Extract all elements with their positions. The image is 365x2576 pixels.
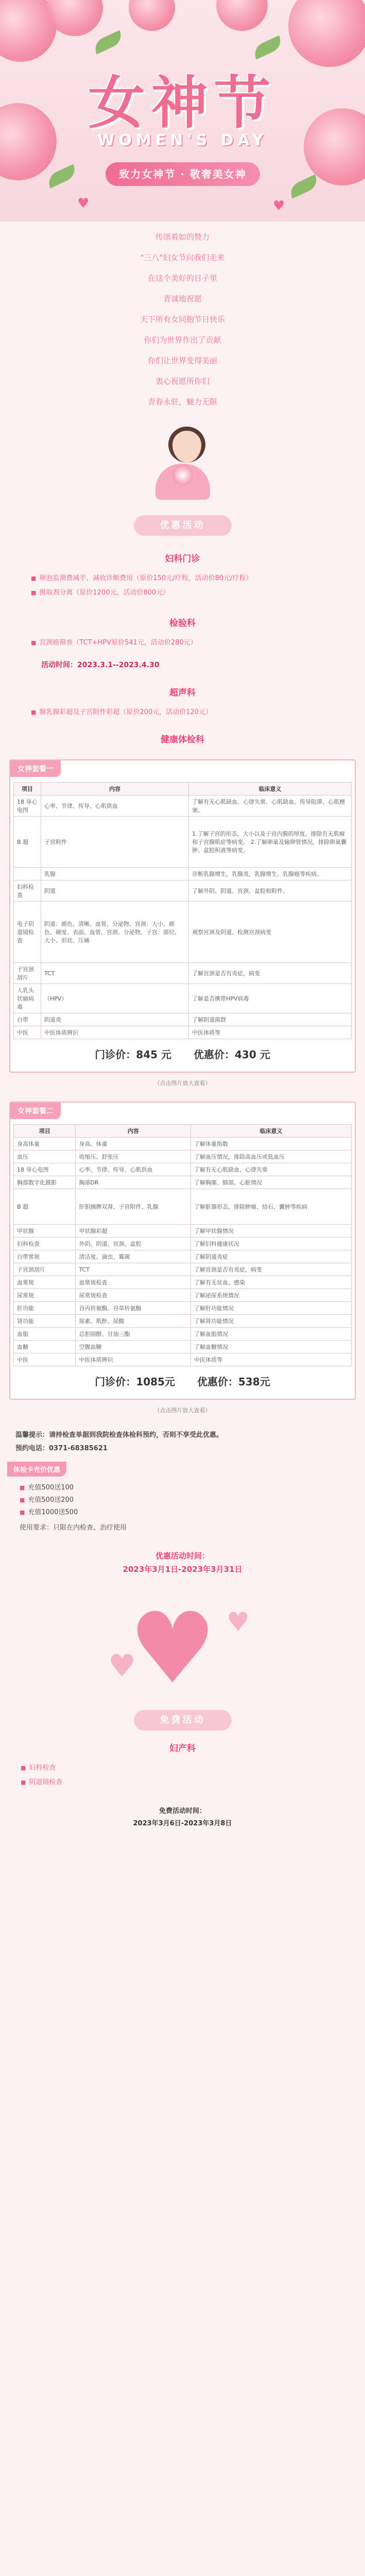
deal-price: 优惠价：538元 bbox=[197, 1376, 270, 1388]
flower-decoration bbox=[129, 0, 175, 31]
table-row: 中医 中医体质辨识 中医体质等 bbox=[14, 1026, 352, 1039]
package-one-tab: 女神套餐一 bbox=[10, 760, 61, 777]
free-sub-title: 妇产科 bbox=[169, 1743, 196, 1754]
warm-tip-text: 温馨提示：请持检查单据到我院检查体检科预约，否则不享受此优惠。 bbox=[15, 1431, 223, 1439]
package-one-price bbox=[13, 1046, 352, 1061]
deal-price: 优惠价：430 元 bbox=[193, 1048, 270, 1061]
table-row: 电子阴道镜检查 阴道：颜色、清晰、血管、分泌物、宫颈：大小、颜色、硬度、表面、血管、宫颈、分泌物、子宫：部位、大小、形状、压痛 观察宫颈及阴道、检测宫颈病变 bbox=[14, 902, 352, 963]
ultra-title: 超声科 bbox=[169, 688, 196, 698]
phone-text: 预约电话：0371-68385621 bbox=[15, 1445, 108, 1452]
hero-section bbox=[0, 0, 365, 222]
hero-subtitle: WOMEN'S DAY bbox=[97, 131, 268, 149]
table-row: 子宫颈刮片 TCT 了解宫颈是否有炎症，病变 bbox=[14, 963, 352, 984]
table-row: 乳腺 诊断乳腺增生，乳腺炎，乳腺增生、乳腺癌等疾病。 bbox=[14, 868, 352, 880]
card-usage: 使用要求：只限在内检查、治疗使用 bbox=[20, 1524, 127, 1532]
original-price: 门诊价：1085元 bbox=[95, 1376, 175, 1388]
poem-line: 青春永驻，魅力无限 bbox=[147, 397, 217, 406]
leaf-decoration bbox=[251, 35, 285, 59]
poem-line: 传颂着如的赞力 bbox=[155, 232, 210, 242]
table-row: 身高体重 身高、体重 了解体重指数 bbox=[14, 1138, 352, 1150]
table-row: 肝功能 谷丙转氨酶、谷草转氨酶 了解肝功能情况 bbox=[14, 1302, 352, 1315]
card-promo bbox=[7, 1462, 365, 1532]
lab-title: 检验科 bbox=[169, 618, 196, 629]
table-row: 胸部数字化摄影 胸部DR 了解胸廓、肺部、心脏情况 bbox=[14, 1176, 352, 1189]
poem-line: 你们为世界作出了贡献 bbox=[144, 335, 221, 345]
leaf-decoration bbox=[287, 174, 321, 198]
table-row: 白带 阴道炎 了解阴道菌群 bbox=[14, 1013, 352, 1026]
table-row: 子宫颈刮片 TCT 了解宫颈是否有炎症，病变 bbox=[14, 1263, 352, 1276]
heart-icon: ♥ bbox=[227, 1607, 250, 1637]
table-header: 临床意义 bbox=[191, 1125, 352, 1138]
table-row: 尿常规 尿常规检查 了解泌尿系统情况 bbox=[14, 1289, 352, 1302]
free-time-block bbox=[0, 1805, 365, 1830]
table-row: 妇科检查 阴道 了解外阴、阴道、宫颈、盆腔和附件。 bbox=[14, 880, 352, 902]
package-one-card bbox=[9, 759, 356, 1073]
free-list bbox=[21, 1761, 365, 1790]
flower-decoration bbox=[216, 0, 268, 31]
list-item: ■ 妇科检查 bbox=[21, 1761, 365, 1775]
list-item: ■ 充值1000送500 bbox=[20, 1506, 365, 1519]
heart-icon: ♥ bbox=[108, 1648, 136, 1684]
list-item: ■ 卵泡监测费减半，减收诊断费用（原价150元/疗程，活动价80元/疗程） bbox=[31, 571, 365, 586]
lab-list bbox=[31, 636, 365, 650]
free-time-label: 免费活动时间： bbox=[159, 1807, 206, 1815]
table-header: 项目 bbox=[14, 783, 41, 795]
promo-time-label: 优惠活动时间： bbox=[155, 1551, 210, 1561]
promo-time: 活动时间：2023.3.1--2023.4.30 bbox=[41, 661, 160, 669]
package-one-table bbox=[13, 782, 352, 1039]
table-header: 项目 bbox=[14, 1125, 76, 1138]
table-row: 18 导心电图 心率、节律、传导、心肌供血 了解有无心肌缺血、心律失常、心肌缺血、传导阻滞、心肌梗塞。 bbox=[14, 795, 352, 817]
heart-icon: ♥ bbox=[273, 198, 285, 214]
hearts-decoration bbox=[0, 1586, 365, 1705]
promo-time-range: 2023年3月1日-2023年3月31日 bbox=[123, 1565, 242, 1574]
table-row: B 超 肝胆胰脾双肾、子宫附件、乳腺 了解脏器形态，排除肿瘤、结石、囊肿等疾病 bbox=[14, 1189, 352, 1225]
table-row: 血脂 总胆固醇、甘油三酯 了解血脂情况 bbox=[14, 1328, 352, 1341]
table-row: 人乳头状瘤病毒 （HPV） 了解是否携带HPV病毒 bbox=[14, 984, 352, 1013]
list-item: ■ 摄取剂分离（原价1200元，活动价800元） bbox=[31, 586, 365, 600]
table-row: 白带常规 清洁度、滴虫、霉菌 了解阴道炎症 bbox=[14, 1250, 352, 1263]
promo-time-block bbox=[0, 1549, 365, 1576]
leaf-decoration bbox=[92, 30, 125, 54]
gyn-title: 妇科门诊 bbox=[165, 554, 200, 564]
free-section-title: 免费活动 bbox=[134, 1710, 232, 1731]
table-row: 血糖 空腹血糖 了解血糖情况 bbox=[14, 1341, 352, 1353]
package-two-table bbox=[13, 1124, 352, 1366]
package-two-card bbox=[9, 1101, 356, 1400]
health-title: 健康体检科 bbox=[161, 735, 204, 745]
original-price: 门诊价：845 元 bbox=[95, 1048, 172, 1061]
poem-line: 衷心祝愿所你们 bbox=[155, 377, 210, 386]
lady-illustration bbox=[144, 417, 221, 500]
poem-section bbox=[0, 222, 365, 500]
card-promo-list bbox=[20, 1482, 365, 1519]
poem-line: 天下所有女同胞节日快乐 bbox=[140, 315, 225, 324]
table-header: 内容 bbox=[76, 1125, 191, 1138]
table-header: 临床意义 bbox=[189, 783, 352, 795]
poem-line: 在这个美好的日子里 bbox=[147, 274, 217, 283]
flower-decoration bbox=[288, 0, 365, 67]
table-row: 18 导心电图 心率、节律、传导、心肌供血 了解有无心肌缺血、心律失常 bbox=[14, 1163, 352, 1176]
table-row: 血常规 血常规检查 了解有无贫血、感染 bbox=[14, 1276, 352, 1289]
poem-line: 你们让世界变得美丽 bbox=[147, 356, 217, 365]
promo-section-title: 优惠活动 bbox=[134, 515, 232, 536]
table-row: 肾功能 尿素、肌酐、尿酸 了解肾功能情况 bbox=[14, 1315, 352, 1328]
poem-line: "三八"妇女节向我们走来 bbox=[140, 253, 225, 262]
free-time-range: 2023年3月6日-2023年3月8日 bbox=[133, 1820, 232, 1827]
heart-icon: ♥ bbox=[129, 1591, 217, 1705]
ultra-list bbox=[31, 705, 365, 720]
package-two-price bbox=[13, 1374, 352, 1388]
card-promo-title: 体检卡充价优惠 bbox=[7, 1462, 66, 1477]
warm-tip bbox=[15, 1429, 350, 1455]
zoom-note: （点击图片放大查看） bbox=[154, 1407, 211, 1414]
hero-title: 女神节 bbox=[88, 70, 277, 136]
leaf-decoration bbox=[45, 164, 79, 188]
table-row: 妇科检查 外阴、阴道、宫颈、盆腔 了解妇科健康状况 bbox=[14, 1238, 352, 1250]
list-item: ■ 腺乳腺彩超及子宫附件彩超（原价200元，活动价120元） bbox=[31, 705, 365, 720]
table-row: B 超 子宫附件 1.了解子宫的形态，大小以及子宫内膜的厚度，排除有无肌瘤和子宫腺肌症等病变。 2.了解卵巢及输卵管情况，排除卵巢囊肿、盆腔积液等病变。 bbox=[14, 817, 352, 868]
table-header: 内容 bbox=[41, 783, 188, 795]
table-row: 血压 收缩压、舒张压 了解血压情况，排除高血压或低血压 bbox=[14, 1150, 352, 1163]
heart-icon: ♥ bbox=[77, 196, 90, 211]
list-item: ■ 充值500送100 bbox=[20, 1482, 365, 1494]
list-item: ■ 宫颈癌筛查（TCT+HPV原价541元，活动价280元） bbox=[31, 636, 365, 650]
table-row: 甲状腺 甲状腺彩超 了解甲状腺情况 bbox=[14, 1225, 352, 1238]
poem-line: 青诚地祝愿 bbox=[163, 294, 202, 303]
list-item: ■ 阴道镜检查 bbox=[21, 1775, 365, 1790]
gyn-list bbox=[31, 571, 365, 600]
footer-decoration bbox=[0, 2540, 365, 2576]
table-row: 中医 中医体质辨识 中医体质等 bbox=[14, 1353, 352, 1366]
hero-banner: 致力女神节 · 敬奢美女神 bbox=[106, 162, 260, 186]
package-two-tab: 女神套餐二 bbox=[10, 1103, 61, 1119]
list-item: ■ 充值500送200 bbox=[20, 1494, 365, 1506]
zoom-note: （点击图片放大查看） bbox=[154, 1080, 211, 1087]
